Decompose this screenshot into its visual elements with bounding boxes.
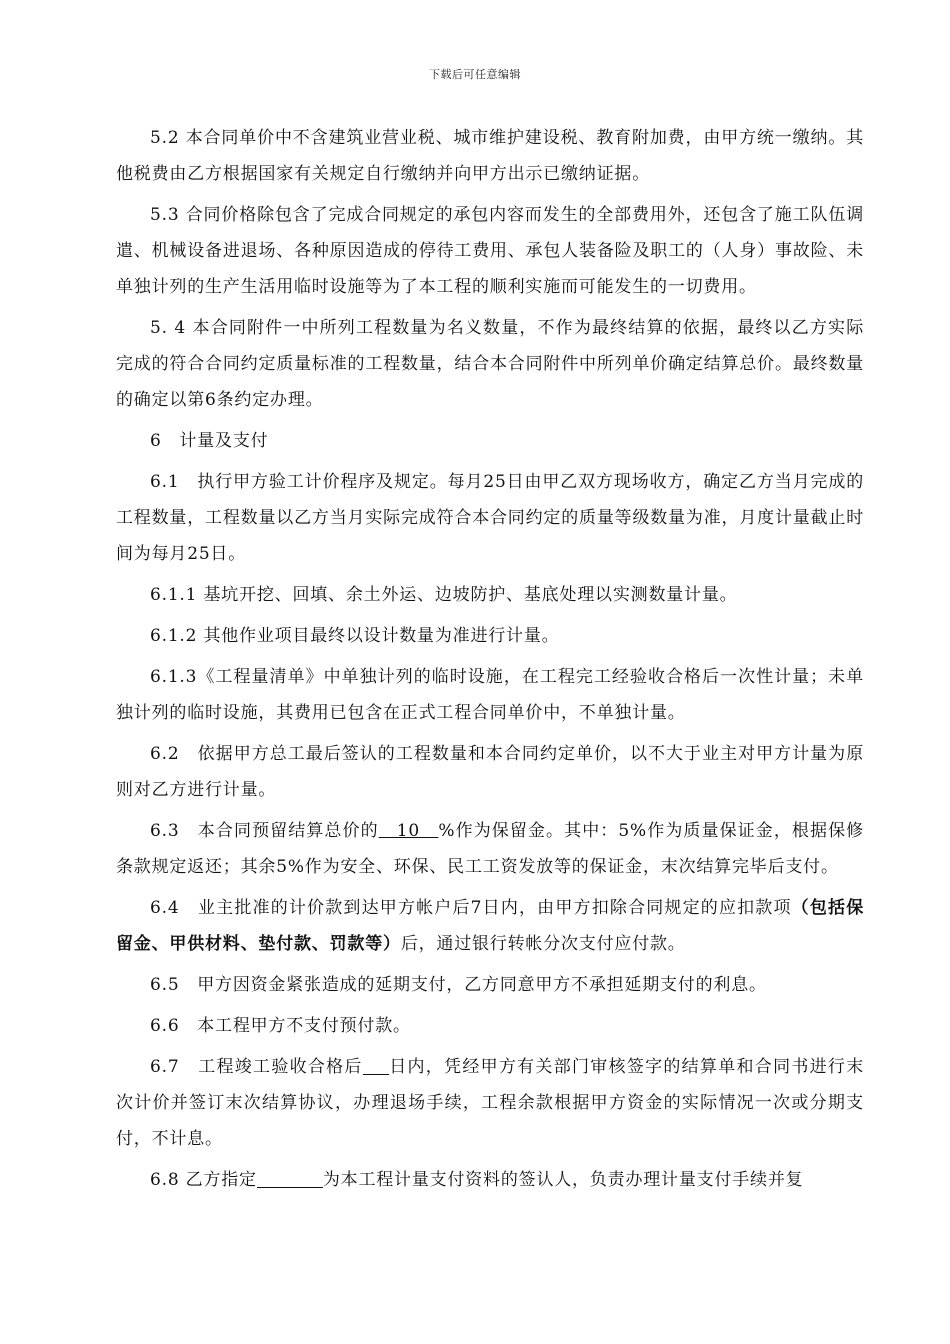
clause-6-4-deductions: （包括保留金、甲供材料、垫付款、罚款等）	[116, 898, 865, 954]
document-body	[116, 120, 864, 1203]
clause-6-6: 6.6 本工程甲方不支付预付款。	[150, 1016, 411, 1036]
clause-6-7-text-before: 6.7 工程竣工验收合格后	[150, 1057, 363, 1077]
clause-6-8-text-after: 为本工程计量支付资料的签认人，负责办理计量支付手续并复	[322, 1170, 804, 1190]
retention-percent-value: 10	[378, 821, 439, 841]
clause-6-3-text-before: 6.3 本合同预留结算总价的	[150, 821, 379, 841]
clause-5-2: 5.2 本合同单价中不含建筑业营业税、城市维护建设税、教育附加费，由甲方统一缴纳。其他税费由乙方根据国家有关规定自行缴纳并向甲方出示已缴纳证据。	[116, 128, 864, 184]
clause-6-4	[116, 890, 864, 962]
clause-6-7	[116, 1049, 864, 1157]
page-header: 下载后可任意编辑	[429, 68, 521, 81]
clause-5-3: 5.3 合同价格除包含了完成合同规定的承包内容而发生的全部费用外，还包含了施工队伍调遣、机械设备进退场、各种原因造成的停待工费用、承包人装备险及职工的（人身）事故险、未单独计列的生产生活用临时设施等为了本工程的顺利实施而可能发生的一切费用。	[116, 205, 864, 297]
clause-6-1-3: 6.1.3《工程量清单》中单独计列的临时设施，在工程完工经验收合格后一次性计量；未单独计列的临时设施，其费用已包含在正式工程合同单价中，不单独计量。	[116, 667, 864, 723]
clause-6-4-text-before: 6.4 业主批准的计价款到达甲方帐户后7日内，由甲方扣除合同规定的应扣款项	[150, 898, 792, 918]
clause-6-4-text-after: 后，通过银行转帐分次支付应付款。	[400, 934, 686, 954]
section-6-heading: 6 计量及支付	[150, 431, 269, 451]
clause-6-1: 6.1 执行甲方验工计价程序及规定。每月25日由甲乙双方现场收方，确定乙方当月完成的工程数量，工程数量以乙方当月实际完成符合本合同约定的质量等级数量为准，月度计量截止时间为每月25日。	[116, 472, 864, 564]
clause-5-4: 5. 4 本合同附件一中所列工程数量为名义数量，不作为最终结算的依据，最终以乙方实际完成的符合合同约定质量标准的工程数量，结合本合同附件中所列单价确定结算总价。最终数量的确定以第6条约定办理。	[116, 318, 864, 410]
days-blank	[363, 1056, 389, 1075]
signatory-blank	[257, 1169, 323, 1188]
clause-6-1-1: 6.1.1 基坑开挖、回填、余土外运、边坡防护、基底处理以实测数量计量。	[150, 585, 738, 605]
clause-6-7-text-after: 日内，凭经甲方有关部门审核签字的结算单和合同书进行末次计价并签订末次结算协议，办理退场手续，工程余款根据甲方资金的实际情况一次或分期支付，不计息。	[116, 1057, 864, 1149]
clause-6-2: 6.2 依据甲方总工最后签认的工程数量和本合同约定单价，以不大于业主对甲方计量为原则对乙方进行计量。	[116, 744, 864, 800]
clause-6-5: 6.5 甲方因资金紧张造成的延期支付，乙方同意甲方不承担延期支付的利息。	[150, 975, 767, 995]
clause-6-3-text-after: %作为保留金。其中：5%作为质量保证金，根据保修条款规定返还；其余5%作为安全、环保、民工工资发放等的保证金，末次结算完毕后支付。	[116, 821, 864, 877]
clause-6-3	[116, 813, 864, 885]
clause-6-1-2: 6.1.2 其他作业项目最终以设计数量为准进行计量。	[150, 626, 560, 646]
clause-6-8	[116, 1162, 864, 1198]
clause-6-8-text-before: 6.8 乙方指定	[150, 1170, 257, 1190]
